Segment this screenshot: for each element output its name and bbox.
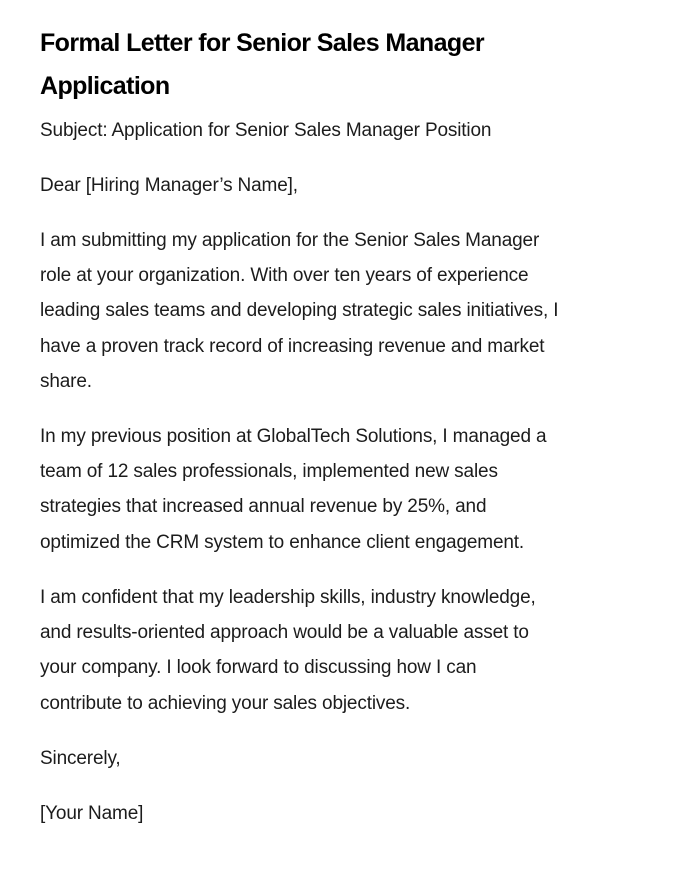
paragraph-line: strategies that increased annual revenue by 25%, and [40, 496, 487, 518]
paragraph-line: I am confident that my leadership skills, industry knowledge, [40, 587, 536, 608]
paragraph-intro [40, 223, 558, 399]
letter-title [40, 22, 650, 108]
title-line: Formal Letter for Senior Sales Manager [40, 29, 484, 57]
closing-line: Sincerely, [40, 748, 121, 769]
paragraph-line: team of 12 sales professionals, implemented new sales [40, 461, 498, 483]
paragraph-line: optimized the CRM system to enhance client engagement. [40, 531, 525, 553]
subject-line: Subject: Application for Senior Sales Manager Position [40, 120, 492, 141]
signature-line: [Your Name] [40, 803, 144, 824]
paragraph-closing [40, 580, 536, 721]
paragraph-line: leading sales teams and developing strategic sales initiatives, I [40, 300, 559, 322]
paragraph-experience [40, 419, 546, 560]
paragraph-line: contribute to achieving your sales objectives. [40, 692, 411, 714]
paragraph-line: role at your organization. With over ten years of experience [40, 265, 529, 287]
salutation: Dear [Hiring Manager’s Name], [40, 175, 298, 196]
paragraph-line: I am submitting my application for the Senior Sales Manager [40, 230, 540, 251]
title-line: Application [40, 72, 170, 100]
paragraph-line: In my previous position at GlobalTech Solutions, I managed a [40, 426, 547, 447]
paragraph-line: share. [40, 370, 92, 392]
paragraph-line: have a proven track record of increasing revenue and market [40, 335, 545, 357]
paragraph-line: and results-oriented approach would be a valuable asset to [40, 622, 529, 644]
paragraph-line: your company. I look forward to discussing how I can [40, 657, 477, 679]
